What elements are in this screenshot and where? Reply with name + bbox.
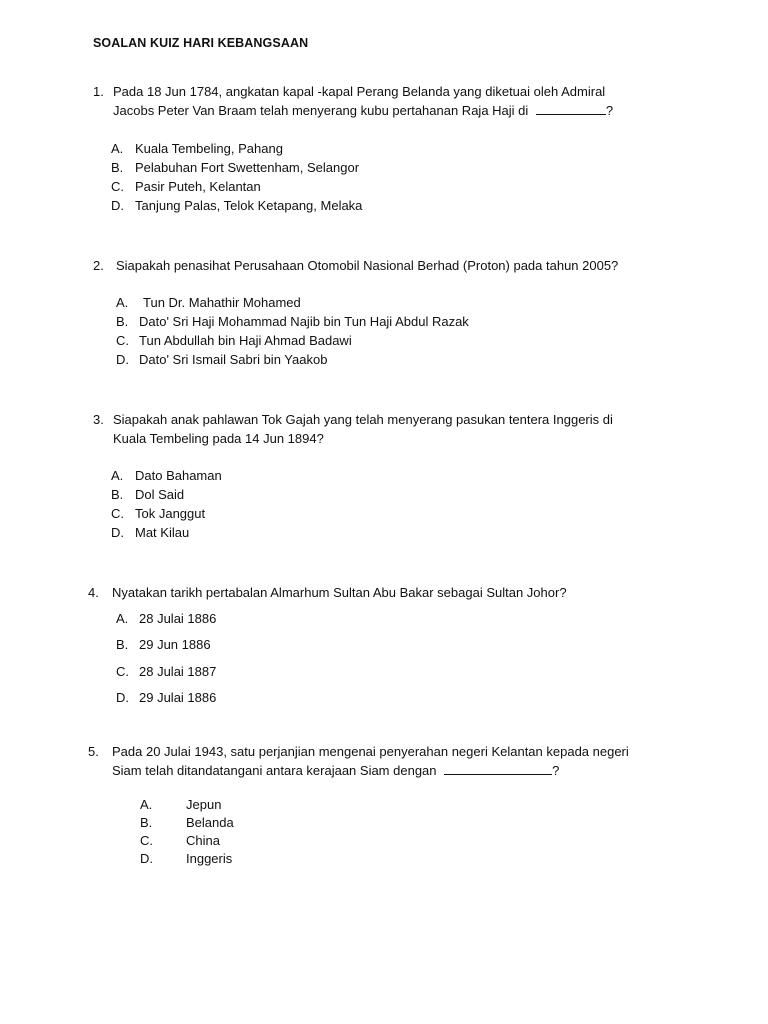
option-letter: C.: [116, 333, 129, 348]
option-text: Tok Janggut: [135, 506, 206, 521]
option-letter: A.: [111, 468, 124, 483]
option-text: 28 Julai 1887: [139, 664, 217, 679]
option-text: 29 Jun 1886: [139, 637, 211, 652]
question-1: [93, 82, 613, 120]
option-text: 28 Julai 1886: [139, 611, 217, 626]
question-text-line-2: Siam telah ditandatangani antara kerajaan Siam dengan: [112, 763, 437, 778]
question-number: 5.: [88, 744, 99, 759]
option-text: Dato Bahaman: [135, 468, 222, 483]
option-letter: D.: [111, 525, 124, 540]
option-text: Pelabuhan Fort Swettenham, Selangor: [135, 160, 360, 175]
option-letter: D.: [116, 690, 129, 705]
option-letter: C.: [140, 833, 153, 848]
option-letter: A.: [116, 611, 129, 626]
option-letter: B.: [116, 314, 129, 329]
question-text-line-1: Pada 20 Julai 1943, satu perjanjian mengenai penyerahan negeri Kelantan kepada negeri: [112, 744, 629, 759]
answer-blank: [444, 761, 552, 775]
option-text: Dato' Sri Ismail Sabri bin Yaakob: [139, 352, 328, 367]
option-text: China: [186, 833, 220, 848]
option-text: Tanjung Palas, Telok Ketapang, Melaka: [135, 198, 363, 213]
option-text: Kuala Tembeling, Pahang: [135, 141, 283, 156]
option-letter: B.: [111, 160, 124, 175]
question-text-line-2: Jacobs Peter Van Braam telah menyerang kubu pertahanan Raja Haji di: [113, 103, 529, 118]
option-text: 29 Julai 1886: [139, 690, 217, 705]
option-text: Dol Said: [135, 487, 185, 502]
question-mark: ?: [552, 763, 560, 778]
option-text: Inggeris: [186, 851, 233, 866]
option-letter: B.: [111, 487, 124, 502]
question-number: 2.: [93, 258, 104, 273]
option-text: Mat Kilau: [135, 525, 190, 540]
question-number: 4.: [88, 585, 99, 600]
question-2: [93, 256, 618, 275]
option-text: Jepun: [186, 797, 222, 812]
option-letter: A.: [140, 797, 153, 812]
option-letter: D.: [111, 198, 124, 213]
question-text-line-1: Siapakah penasihat Perusahaan Otomobil Nasional Berhad (Proton) pada tahun 2005?: [116, 258, 619, 273]
question-3: [93, 410, 613, 448]
question-5: [88, 742, 629, 780]
question-text-line-1: Pada 18 Jun 1784, angkatan kapal -kapal Perang Belanda yang diketuai oleh Admiral: [113, 84, 606, 99]
question-number: 3.: [93, 412, 104, 427]
option-text: Pasir Puteh, Kelantan: [135, 179, 261, 194]
page-title: SOALAN KUIZ HARI KEBANGSAAN: [93, 36, 309, 50]
option-letter: C.: [116, 664, 129, 679]
option-letter: B.: [116, 637, 129, 652]
option-letter: C.: [111, 506, 124, 521]
option-letter: B.: [140, 815, 153, 830]
question-text-line-2: Kuala Tembeling pada 14 Jun 1894?: [113, 431, 324, 446]
option-letter: C.: [111, 179, 124, 194]
question-text-line-1: Nyatakan tarikh pertabalan Almarhum Sultan Abu Bakar sebagai Sultan Johor?: [112, 585, 567, 600]
option-letter: D.: [116, 352, 129, 367]
question-number: 1.: [93, 84, 104, 99]
option-letter: A.: [111, 141, 124, 156]
option-letter: D.: [140, 851, 153, 866]
option-text: Belanda: [186, 815, 234, 830]
option-text: Tun Abdullah bin Haji Ahmad Badawi: [139, 333, 352, 348]
answer-blank: [536, 101, 606, 115]
question-mark: ?: [605, 103, 614, 118]
question-4: [88, 583, 567, 602]
option-text: Dato' Sri Haji Mohammad Najib bin Tun Haji Abdul Razak: [139, 314, 469, 329]
option-letter: A.: [116, 295, 129, 310]
option-text: Tun Dr. Mahathir Mohamed: [143, 295, 301, 310]
question-text-line-1: Siapakah anak pahlawan Tok Gajah yang telah menyerang pasukan tentera Inggeris di: [113, 412, 613, 427]
